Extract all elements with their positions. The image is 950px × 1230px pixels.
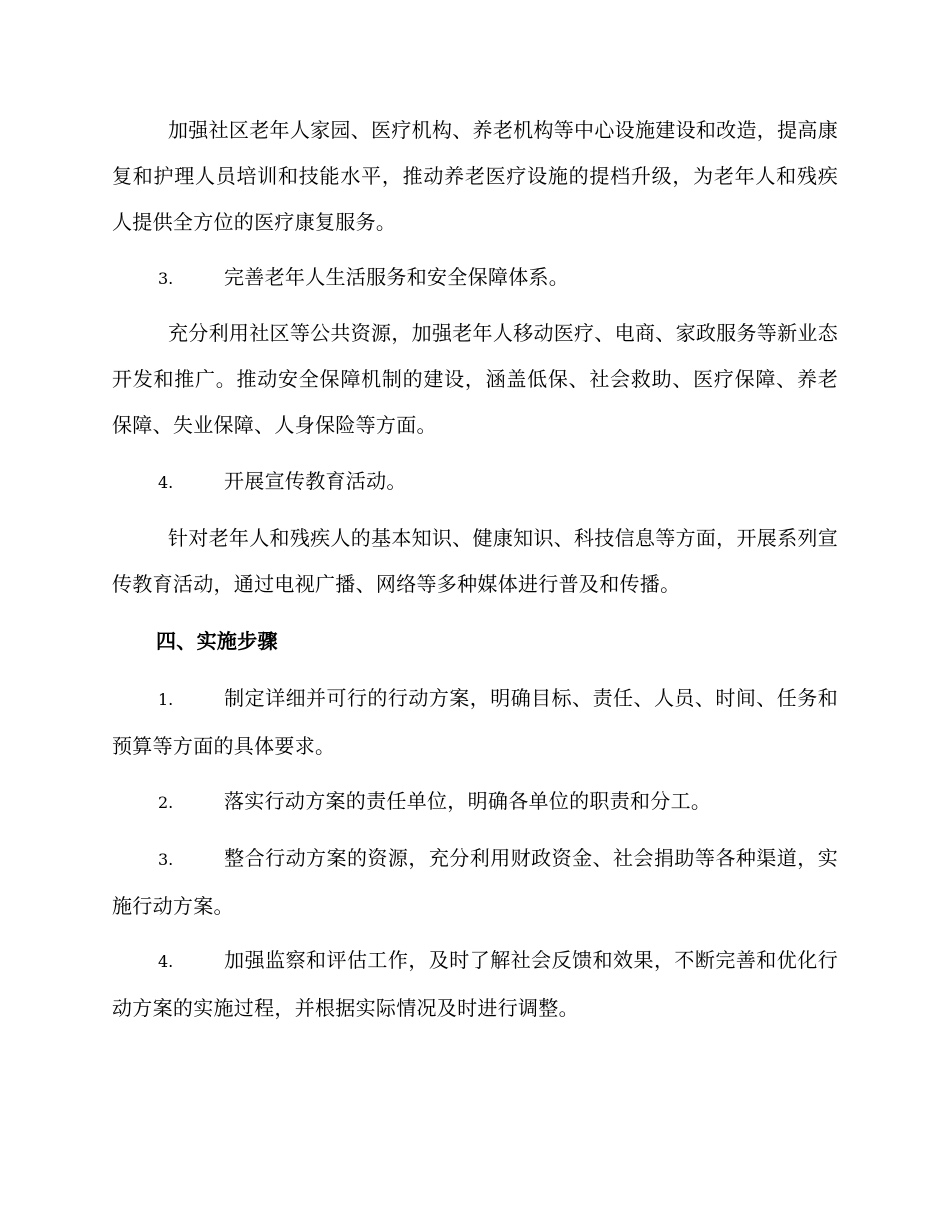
step-item-3 (112, 835, 838, 929)
list-number: 3. (158, 269, 174, 288)
step-number: 4. (158, 952, 174, 971)
section-heading: 四、实施步骤 (156, 629, 278, 653)
list-item-text: 完善老年人生活服务和安全保障体系。 (224, 265, 570, 289)
step-text: 整合行动方案的资源，充分利用财政资金、社会捐助等各种渠道，实施行动方案。 (112, 846, 838, 918)
list-item-4 (112, 458, 838, 506)
step-text: 制定详细并可行的行动方案，明确目标、责任、人员、时间、任务和预算等方面的具体要求。 (112, 686, 838, 758)
list-item-3 (112, 254, 838, 302)
list-number: 4. (158, 473, 174, 492)
paragraph-education: 针对老年人和残疾人的基本知识、健康知识、科技信息等方面，开展系列宣传教育活动，通过电视广播、网络等多种媒体进行普及和传播。 (112, 526, 838, 596)
step-item-2 (112, 778, 838, 826)
step-text: 加强监察和评估工作，及时了解社会反馈和效果，不断完善和优化行动方案的实施过程，并根据实际情况及时进行调整。 (112, 948, 838, 1020)
step-number: 3. (158, 850, 174, 869)
step-item-4 (112, 937, 838, 1031)
step-number: 2. (158, 793, 174, 812)
step-text: 落实行动方案的责任单位，明确各单位的职责和分工。 (224, 789, 712, 813)
step-item-1 (112, 675, 838, 769)
paragraph-public-resources: 充分利用社区等公共资源，加强老年人移动医疗、电商、家政服务等新业态开发和推广。推动安全保障机制的建设，涵盖低保、社会救助、医疗保障、养老保障、失业保障、人身保险等方面。 (112, 321, 838, 437)
paragraph-facilities: 加强社区老年人家园、医疗机构、养老机构等中心设施建设和改造，提高康复和护理人员培训和技能水平，推动养老医疗设施的提档升级，为老年人和残疾人提供全方位的医疗康复服务。 (112, 118, 838, 234)
step-number: 1. (158, 690, 174, 709)
list-item-text: 开展宣传教育活动。 (224, 469, 407, 493)
